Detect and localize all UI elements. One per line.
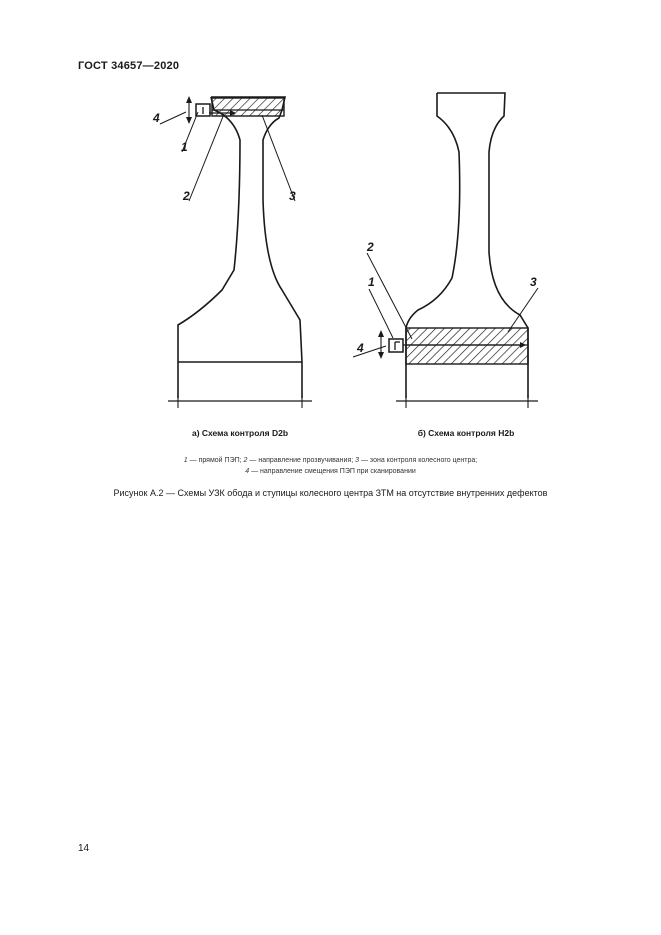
right-scheme-caption: б) Схема контроля H2b — [417, 428, 515, 438]
right-label-3: 3 — [530, 275, 537, 289]
left-label-2: 2 — [183, 189, 190, 203]
right-control-zone — [406, 328, 528, 364]
legend-text-3: — зона контроля колесного центра; — [359, 457, 478, 464]
left-label-3: 3 — [289, 189, 296, 203]
page-number: 14 — [78, 843, 90, 854]
right-probe — [389, 339, 403, 352]
figure-legend-line-2 — [0, 466, 661, 477]
legend-text-4: — направление смещения ПЭП при сканировании — [249, 468, 416, 475]
right-label-4: 4 — [357, 341, 364, 355]
right-scheme-drawing — [353, 93, 538, 408]
right-label-2: 2 — [367, 240, 374, 254]
legend-text-2: — направление прозвучивания; — [247, 457, 356, 464]
legend-text-1: — прямой ПЭП; — [187, 457, 244, 464]
figure-title: Рисунок А.2 — Схемы УЗК обода и ступицы колесного центра ЗТМ на отсутствие внутренних дефектов — [113, 488, 548, 498]
legend-num-3: 3 — [355, 457, 360, 464]
left-wheel-outline — [211, 97, 302, 398]
legend-num-1: 1 — [183, 457, 188, 464]
right-label-1: 1 — [368, 275, 375, 289]
left-label-1: 1 — [181, 140, 188, 154]
figure-legend-line-1 — [0, 455, 661, 466]
legend-num-4: 4 — [245, 468, 250, 475]
left-label-4: 4 — [153, 111, 160, 125]
document-header: ГОСТ 34657—2020 — [78, 60, 180, 72]
left-scheme-caption: a) Схема контроля D2b — [191, 428, 289, 438]
legend-num-2: 2 — [243, 457, 248, 464]
